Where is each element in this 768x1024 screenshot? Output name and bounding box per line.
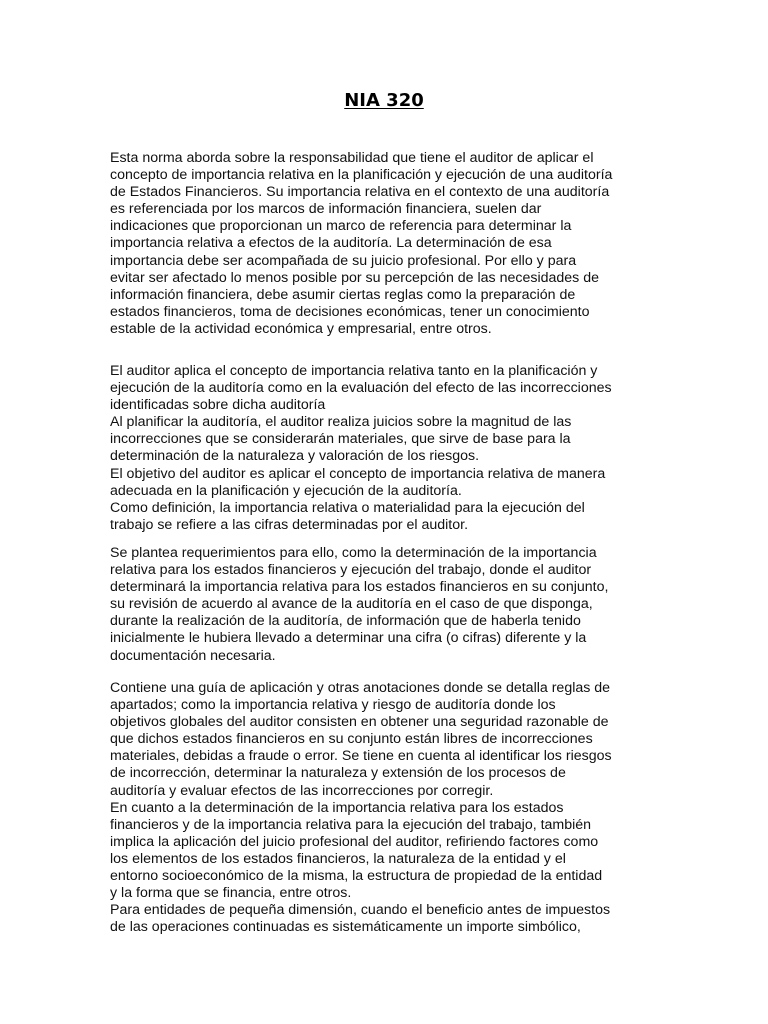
paragraph-line: los elementos de los estados financieros, la naturaleza de la entidad y el xyxy=(110,850,566,867)
paragraph-line: y la forma que se financia, entre otros. xyxy=(110,885,352,902)
paragraph-line: entorno socioeconómico de la misma, la estructura de propiedad de la entidad xyxy=(110,868,603,885)
paragraph-line: importancia debe ser acompañada de su juicio profesional. Por ello y para xyxy=(110,252,577,269)
paragraph-line: materiales, debidas a fraude o error. Se tiene en cuenta al identificar los riesgos xyxy=(110,748,612,765)
paragraph-4 xyxy=(110,680,670,936)
paragraph-line: de Estados Financieros. Su importancia relativa en el contexto de una auditoría xyxy=(110,184,610,201)
paragraph-line: determinará la importancia relativa para los estados financieros en su conjunto, xyxy=(110,579,609,596)
paragraph-line: trabajo se refiere a las cifras determinadas por el auditor. xyxy=(110,516,469,533)
paragraph-line: implica la aplicación del juicio profesional del auditor, refiriendo factores como xyxy=(110,833,599,850)
document-title xyxy=(0,89,768,113)
paragraph-line: Se plantea requerimientos para ello, como la determinación de la importancia xyxy=(110,545,597,561)
paragraph-3 xyxy=(110,545,670,665)
paragraph-line: información financiera, debe asumir ciertas reglas como la preparación de xyxy=(110,286,576,303)
paragraph-line: durante la realización de la auditoría, de información que de haberla tenido xyxy=(110,613,581,630)
paragraph-line: evitar ser afectado lo menos posible por su percepción de las necesidades de xyxy=(110,269,599,286)
paragraph-line: determinación de la naturaleza y valoración de los riesgos. xyxy=(110,448,480,465)
paragraph-line: estable de la actividad económica y empresarial, entre otros. xyxy=(110,320,492,337)
paragraph-line: importancia relativa a efectos de la auditoría. La determinación de esa xyxy=(110,235,552,252)
paragraph-line: Como definición, la importancia relativa o materialidad para la ejecución del xyxy=(110,499,585,516)
paragraph-line: financieros y de la importancia relativa para la ejecución del trabajo, también xyxy=(110,816,592,833)
paragraph-line: su revisión de acuerdo al avance de la auditoría en el caso de que disponga, xyxy=(110,596,593,613)
paragraph-line: El auditor aplica el concepto de importancia relativa tanto en la planificación y xyxy=(110,363,598,379)
paragraph-line: Esta norma aborda sobre la responsabilidad que tiene el auditor de aplicar el xyxy=(110,150,594,166)
paragraph-line: indicaciones que proporcionan un marco de referencia para determinar la xyxy=(110,218,572,235)
paragraph-line: concepto de importancia relativa en la planificación y ejecución de una auditoría xyxy=(110,167,613,184)
paragraph-line: identificadas sobre dicha auditoría xyxy=(110,397,326,414)
paragraph-line: inicialmente le hubiera llevado a determinar una cifra (o cifras) diferente y la xyxy=(110,630,587,647)
paragraph-line: objetivos globales del auditor consisten en obtener una seguridad razonable de xyxy=(110,714,609,731)
paragraph-line: es referenciada por los marcos de información financiera, suelen dar xyxy=(110,201,542,218)
paragraph-line: de incorrección, determinar la naturaleza y extensión de los procesos de xyxy=(110,765,566,782)
paragraph-line: El objetivo del auditor es aplicar el concepto de importancia relativa de manera xyxy=(110,465,606,482)
paragraph-line: incorrecciones que se considerarán materiales, que sirve de base para la xyxy=(110,431,571,448)
paragraph-line: apartados; como la importancia relativa y riesgo de auditoría donde los xyxy=(110,697,556,714)
paragraph-line: documentación necesaria. xyxy=(110,647,276,664)
document-title-text: NIA 320 xyxy=(344,90,424,111)
paragraph-line: En cuanto a la determinación de la importancia relativa para los estados xyxy=(110,799,564,816)
paragraph-line: estados financieros, toma de decisiones económicas, tener un conocimiento xyxy=(110,303,590,320)
paragraph-line: que dichos estados financieros en su conjunto están libres de incorrecciones xyxy=(110,731,593,748)
paragraph-1 xyxy=(110,150,670,338)
paragraph-2 xyxy=(110,363,670,534)
paragraph-line: Contiene una guía de aplicación y otras anotaciones donde se detalla reglas de xyxy=(110,680,611,696)
paragraph-line: Al planificar la auditoría, el auditor realiza juicios sobre la magnitud de las xyxy=(110,414,572,431)
paragraph-line: de las operaciones continuadas es sistemáticamente un importe simbólico, xyxy=(110,919,581,936)
paragraph-line: adecuada en la planificación y ejecución de la auditoría. xyxy=(110,482,462,499)
paragraph-line: auditoría y evaluar efectos de las incorrecciones por corregir. xyxy=(110,782,494,799)
paragraph-line: Para entidades de pequeña dimensión, cuando el beneficio antes de impuestos xyxy=(110,902,611,919)
paragraph-line: ejecución de la auditoría como en la evaluación del efecto de las incorrecciones xyxy=(110,380,612,397)
paragraph-line: relativa para los estados financieros y ejecución del trabajo, donde el auditor xyxy=(110,562,592,579)
